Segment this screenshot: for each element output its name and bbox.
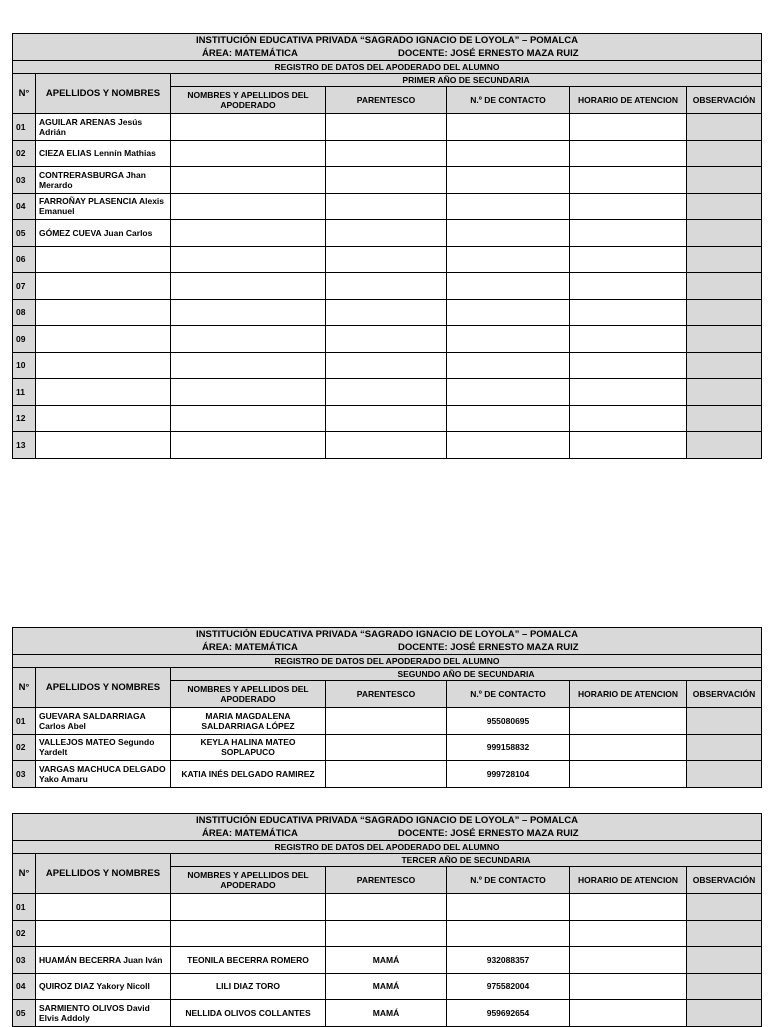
relation-cell[interactable]: MAMÁ	[326, 1000, 447, 1027]
guardian-name-cell[interactable]: KATIA INÉS DELGADO RAMIREZ	[171, 761, 326, 788]
student-name-cell[interactable]	[36, 405, 171, 432]
student-name-cell[interactable]: VARGAS MACHUCA DELGADO Yako Amaru	[36, 761, 171, 788]
schedule-cell[interactable]	[570, 352, 687, 379]
schedule-cell[interactable]	[570, 973, 687, 1000]
contact-cell[interactable]	[447, 299, 570, 326]
student-name-cell[interactable]	[36, 432, 171, 459]
schedule-cell[interactable]	[570, 140, 687, 167]
col-schedule-header: HORARIO DE ATENCION	[570, 867, 687, 894]
observation-cell[interactable]	[687, 114, 762, 141]
teacher-label: DOCENTE: JOSÉ ERNESTO MAZA RUIZ	[398, 48, 579, 59]
contact-cell[interactable]	[447, 326, 570, 353]
guardian-name-cell[interactable]	[171, 352, 326, 379]
guardian-name-cell[interactable]	[171, 299, 326, 326]
schedule-cell[interactable]	[570, 947, 687, 974]
observation-cell[interactable]	[687, 167, 762, 194]
teacher-label: DOCENTE: JOSÉ ERNESTO MAZA RUIZ	[398, 642, 579, 653]
student-name-cell[interactable]: SARMIENTO OLIVOS David Elvis Addoly	[36, 1000, 171, 1027]
observation-cell[interactable]	[687, 405, 762, 432]
schedule-cell[interactable]	[570, 894, 687, 921]
table-row	[13, 246, 762, 273]
schedule-cell[interactable]	[570, 708, 687, 735]
student-name-cell[interactable]: CIEZA ELIAS Lennín Mathias	[36, 140, 171, 167]
table-row	[13, 352, 762, 379]
observation-cell[interactable]	[687, 947, 762, 974]
schedule-cell[interactable]	[570, 326, 687, 353]
relation-cell[interactable]: MAMÁ	[326, 947, 447, 974]
row-number: 08	[13, 299, 36, 326]
schedule-cell[interactable]	[570, 114, 687, 141]
row-number: 02	[13, 920, 36, 947]
row-number: 07	[13, 273, 36, 300]
table-row	[13, 947, 762, 974]
table-row	[13, 405, 762, 432]
col-num-header: N°	[13, 74, 36, 114]
observation-cell[interactable]	[687, 193, 762, 220]
row-number: 04	[13, 193, 36, 220]
relation-cell[interactable]: MAMÁ	[326, 973, 447, 1000]
guardian-name-cell[interactable]	[171, 920, 326, 947]
col-student-header: APELLIDOS Y NOMBRES	[36, 74, 171, 114]
col-contact-header: N.º DE CONTACTO	[447, 867, 570, 894]
institution-name: INSTITUCIÓN EDUCATIVA PRIVADA “SAGRADO IGNACIO DE LOYOLA” – POMALCA	[196, 629, 578, 640]
row-number: 02	[13, 734, 36, 761]
table-row	[13, 273, 762, 300]
contact-cell[interactable]: 975582004	[447, 973, 570, 1000]
col-contact-header: N.º DE CONTACTO	[447, 681, 570, 708]
schedule-cell[interactable]	[570, 761, 687, 788]
relation-cell[interactable]	[326, 708, 447, 735]
guardian-name-cell[interactable]: NELLIDA OLIVOS COLLANTES	[171, 1000, 326, 1027]
table-row	[13, 973, 762, 1000]
guardian-name-cell[interactable]	[171, 432, 326, 459]
schedule-cell[interactable]	[570, 273, 687, 300]
register-title: REGISTRO DE DATOS DEL APODERADO DEL ALUMNO	[13, 61, 762, 74]
col-guardian-header: NOMBRES Y APELLIDOS DEL APODERADO	[171, 681, 326, 708]
row-number: 13	[13, 432, 36, 459]
schedule-cell[interactable]	[570, 220, 687, 247]
contact-cell[interactable]: 999158832	[447, 734, 570, 761]
relation-cell[interactable]	[326, 167, 447, 194]
contact-cell[interactable]	[447, 894, 570, 921]
guardian-name-cell[interactable]	[171, 273, 326, 300]
table-row	[13, 299, 762, 326]
row-number: 02	[13, 140, 36, 167]
table-row	[13, 734, 762, 761]
row-number: 05	[13, 220, 36, 247]
observation-cell[interactable]	[687, 894, 762, 921]
col-student-header: APELLIDOS Y NOMBRES	[36, 854, 171, 894]
row-number: 06	[13, 246, 36, 273]
col-observation-header: OBSERVACIÓN	[687, 87, 762, 114]
guardian-name-cell[interactable]	[171, 167, 326, 194]
observation-cell[interactable]	[687, 1000, 762, 1027]
col-observation-header: OBSERVACIÓN	[687, 681, 762, 708]
observation-cell[interactable]	[687, 220, 762, 247]
contact-cell[interactable]: 955080695	[447, 708, 570, 735]
col-schedule-header: HORARIO DE ATENCION	[570, 87, 687, 114]
col-observation-header: OBSERVACIÓN	[687, 867, 762, 894]
contact-cell[interactable]	[447, 405, 570, 432]
observation-cell[interactable]	[687, 326, 762, 353]
contact-cell[interactable]	[447, 920, 570, 947]
guardian-name-cell[interactable]	[171, 140, 326, 167]
row-number: 10	[13, 352, 36, 379]
student-name-cell[interactable]	[36, 273, 171, 300]
grade-title: PRIMER AÑO DE SECUNDARIA	[171, 74, 762, 87]
observation-cell[interactable]	[687, 973, 762, 1000]
relation-cell[interactable]	[326, 114, 447, 141]
guardian-name-cell[interactable]	[171, 193, 326, 220]
col-num-header: N°	[13, 854, 36, 894]
table-row	[13, 167, 762, 194]
observation-cell[interactable]	[687, 299, 762, 326]
relation-cell[interactable]	[326, 894, 447, 921]
table-row	[13, 379, 762, 406]
schedule-cell[interactable]	[570, 299, 687, 326]
contact-cell[interactable]	[447, 379, 570, 406]
schedule-cell[interactable]	[570, 432, 687, 459]
guardian-name-cell[interactable]	[171, 894, 326, 921]
relation-cell[interactable]	[326, 273, 447, 300]
student-name-cell[interactable]: AGUILAR ARENAS Jesús Adrián	[36, 114, 171, 141]
register-title: REGISTRO DE DATOS DEL APODERADO DEL ALUMNO	[13, 655, 762, 668]
grade-title: SEGUNDO AÑO DE SECUNDARIA	[171, 668, 762, 681]
guardian-name-cell[interactable]	[171, 379, 326, 406]
student-name-cell[interactable]	[36, 299, 171, 326]
relation-cell[interactable]	[326, 920, 447, 947]
relation-cell[interactable]	[326, 326, 447, 353]
observation-cell[interactable]	[687, 352, 762, 379]
relation-cell[interactable]	[326, 405, 447, 432]
contact-cell[interactable]	[447, 193, 570, 220]
schedule-cell[interactable]	[570, 379, 687, 406]
area-label: ÁREA: MATEMÁTICA	[202, 642, 298, 653]
table-row	[13, 193, 762, 220]
guardian-name-cell[interactable]	[171, 326, 326, 353]
register-table-3	[12, 813, 762, 1027]
table-row	[13, 326, 762, 353]
guardian-name-cell[interactable]	[171, 220, 326, 247]
row-number: 12	[13, 405, 36, 432]
col-relation-header: PARENTESCO	[326, 87, 447, 114]
relation-cell[interactable]	[326, 220, 447, 247]
schedule-cell[interactable]	[570, 920, 687, 947]
relation-cell[interactable]	[326, 379, 447, 406]
student-name-cell[interactable]	[36, 246, 171, 273]
row-number: 01	[13, 114, 36, 141]
student-name-cell[interactable]	[36, 379, 171, 406]
register-table-2	[12, 627, 762, 788]
schedule-cell[interactable]	[570, 167, 687, 194]
student-name-cell[interactable]: VALLEJOS MATEO Segundo Yardelt	[36, 734, 171, 761]
row-number: 01	[13, 894, 36, 921]
student-name-cell[interactable]	[36, 894, 171, 921]
relation-cell[interactable]	[326, 140, 447, 167]
table-row	[13, 140, 762, 167]
observation-cell[interactable]	[687, 432, 762, 459]
schedule-cell[interactable]	[570, 734, 687, 761]
row-number: 03	[13, 761, 36, 788]
table-row	[13, 220, 762, 247]
contact-cell[interactable]: 999728104	[447, 761, 570, 788]
guardian-name-cell[interactable]: MARIA MAGDALENA SALDARRIAGA LÓPEZ	[171, 708, 326, 735]
student-name-cell[interactable]: QUIROZ DIAZ Yakory Nicoll	[36, 973, 171, 1000]
col-relation-header: PARENTESCO	[326, 681, 447, 708]
col-contact-header: N.º DE CONTACTO	[447, 87, 570, 114]
table-row	[13, 920, 762, 947]
contact-cell[interactable]	[447, 246, 570, 273]
contact-cell[interactable]	[447, 273, 570, 300]
student-name-cell[interactable]: FARROÑAY PLASENCIA Alexis Emanuel	[36, 193, 171, 220]
institution-header	[13, 814, 762, 841]
teacher-label: DOCENTE: JOSÉ ERNESTO MAZA RUIZ	[398, 828, 579, 839]
relation-cell[interactable]	[326, 352, 447, 379]
register-table-1	[12, 33, 762, 459]
observation-cell[interactable]	[687, 273, 762, 300]
student-name-cell[interactable]	[36, 352, 171, 379]
row-number: 09	[13, 326, 36, 353]
contact-cell[interactable]	[447, 114, 570, 141]
guardian-name-cell[interactable]	[171, 405, 326, 432]
guardian-name-cell[interactable]	[171, 246, 326, 273]
relation-cell[interactable]	[326, 299, 447, 326]
guardian-name-cell[interactable]: TEONILA BECERRA ROMERO	[171, 947, 326, 974]
row-number: 01	[13, 708, 36, 735]
relation-cell[interactable]	[326, 734, 447, 761]
relation-cell[interactable]	[326, 761, 447, 788]
contact-cell[interactable]	[447, 167, 570, 194]
area-label: ÁREA: MATEMÁTICA	[202, 48, 298, 59]
table-row	[13, 1000, 762, 1027]
guardian-name-cell[interactable]: KEYLA HALINA MATEO SOPLAPUCO	[171, 734, 326, 761]
guardian-name-cell[interactable]	[171, 114, 326, 141]
row-number: 03	[13, 167, 36, 194]
observation-cell[interactable]	[687, 920, 762, 947]
relation-cell[interactable]	[326, 193, 447, 220]
schedule-cell[interactable]	[570, 193, 687, 220]
observation-cell[interactable]	[687, 734, 762, 761]
col-guardian-header: NOMBRES Y APELLIDOS DEL APODERADO	[171, 87, 326, 114]
relation-cell[interactable]	[326, 432, 447, 459]
schedule-cell[interactable]	[570, 405, 687, 432]
student-name-cell[interactable]: GUEVARA SALDARRIAGA Carlos Abel	[36, 708, 171, 735]
row-number: 04	[13, 973, 36, 1000]
student-name-cell[interactable]: GÓMEZ CUEVA Juan Carlos	[36, 220, 171, 247]
observation-cell[interactable]	[687, 708, 762, 735]
col-guardian-header: NOMBRES Y APELLIDOS DEL APODERADO	[171, 867, 326, 894]
row-number: 05	[13, 1000, 36, 1027]
contact-cell[interactable]: 959692654	[447, 1000, 570, 1027]
col-num-header: N°	[13, 668, 36, 708]
register-title: REGISTRO DE DATOS DEL APODERADO DEL ALUMNO	[13, 841, 762, 854]
contact-cell[interactable]	[447, 140, 570, 167]
guardian-name-cell[interactable]: LILI DIAZ TORO	[171, 973, 326, 1000]
schedule-cell[interactable]	[570, 1000, 687, 1027]
institution-header	[13, 34, 762, 61]
table-row	[13, 761, 762, 788]
contact-cell[interactable]	[447, 220, 570, 247]
student-name-cell[interactable]	[36, 326, 171, 353]
area-label: ÁREA: MATEMÁTICA	[202, 828, 298, 839]
student-name-cell[interactable]: CONTRERASBURGA Jhan Merardo	[36, 167, 171, 194]
institution-header	[13, 628, 762, 655]
col-relation-header: PARENTESCO	[326, 867, 447, 894]
contact-cell[interactable]	[447, 352, 570, 379]
contact-cell[interactable]	[447, 432, 570, 459]
observation-cell[interactable]	[687, 761, 762, 788]
table-row	[13, 708, 762, 735]
observation-cell[interactable]	[687, 379, 762, 406]
institution-name: INSTITUCIÓN EDUCATIVA PRIVADA “SAGRADO IGNACIO DE LOYOLA” – POMALCA	[196, 35, 578, 46]
col-schedule-header: HORARIO DE ATENCION	[570, 681, 687, 708]
schedule-cell[interactable]	[570, 246, 687, 273]
table-row	[13, 432, 762, 459]
table-row	[13, 114, 762, 141]
col-student-header: APELLIDOS Y NOMBRES	[36, 668, 171, 708]
contact-cell[interactable]: 932088357	[447, 947, 570, 974]
student-name-cell[interactable]: HUAMÁN BECERRA Juan Iván	[36, 947, 171, 974]
grade-title: TERCER AÑO DE SECUNDARIA	[171, 854, 762, 867]
row-number: 03	[13, 947, 36, 974]
relation-cell[interactable]	[326, 246, 447, 273]
table-row	[13, 894, 762, 921]
institution-name: INSTITUCIÓN EDUCATIVA PRIVADA “SAGRADO IGNACIO DE LOYOLA” – POMALCA	[196, 815, 578, 826]
student-name-cell[interactable]	[36, 920, 171, 947]
row-number: 11	[13, 379, 36, 406]
observation-cell[interactable]	[687, 140, 762, 167]
observation-cell[interactable]	[687, 246, 762, 273]
